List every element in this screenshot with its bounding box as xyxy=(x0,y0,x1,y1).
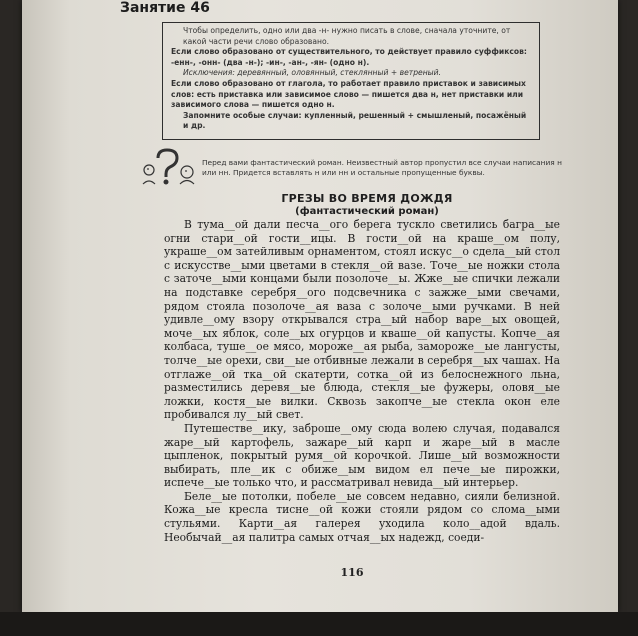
background-table xyxy=(0,612,638,636)
story-paragraph: Путешестве__ику, заброше__ому сюда волею случая, подавался жаре__ый картофель, зажаре__ый карп и жаре__ый в масле цыпленок, покрытый румя__ой корочкой. Лише__ый возможности выбирать, пле__ик с обиже__ым видом ел пече__ые пирожки, испече__ые только что, и рассматривал невида__ый интерьер. xyxy=(164,421,560,490)
story-subtitle: (фантастический роман) xyxy=(295,206,439,217)
question-mark-illustration-icon xyxy=(140,148,198,186)
task-block xyxy=(140,148,570,188)
rule-line: Исключения: деревянный, оловянный, стеклянный + ветреный. xyxy=(183,68,442,78)
rule-line: Если слово образовано от глагола, то работает правило приставок и зависимых слов: есть приставка или зависимое слово — пишется два н, нет приставки или зависимого слова — пишется одно н. xyxy=(171,78,526,110)
story-body xyxy=(164,218,560,544)
task-instructions: Перед вами фантастический роман. Неизвестный автор пропустил все случаи написания н или нн. Придется вставлять н или нн и остальные пропущенные буквы. xyxy=(202,158,562,177)
rule-line: Если слово образовано от существительного, то действует правило суффиксов: -енн-, -онн- (два -н-); -ин-, -ан-, -ян- (одно н). xyxy=(171,47,527,67)
lesson-title: Занятие 46 xyxy=(120,0,210,16)
story-paragraph: Беле__ые потолки, побеле__ые совсем недавно, сияли белизной. Кожа__ые кресла тисне__ой кожи стояли рядом со слома__ыми стульями. Карти__ая галерея уходила коло__адой вдаль. Необычай__ая палитра самых отчая__ых надежд, соеди- xyxy=(164,489,560,544)
story-paragraph: В тума__ой дали песча__ого берега тускло светились багра__ые огни стари__ой гости__ицы. В гости__ой на краше__ом полу, украше__ом затейливым орнаментом, стоял искус__о сдела__ый стол с искусстве__ыми цветами в стекля__ой вазе. Точе__ые ножки стола с заточе__ыми концами были позолоче__ы. Жже__ые спички лежали на подставке серебря__ого подсвечника с зажже__ыми свечами, рядом стояла позолоче__ая ваза с золоче__ыми ручками. В ней удивле__ому взору открывался стра__ый набор варе__ых овощей, моче__ых яблок, соле__ых огурцов и кваше__ой капусты. Копче__ая колбаса, туше__ое мясо, мороже__ая рыба, замороже__ые лангусты, толче__ые орехи, сви__ые отбивные лежали в серебря__ых чашах. На отглаже__ой тка__ой скатерти, сотка__ой из белоснежного льна, разместились деревя__ые блюда, стекля__ые фужеры, оловя__ые ложки, костя__ые вилки. Сквозь закопче__ые стекла окон еле пробивался лу__ый свет. xyxy=(164,218,560,422)
story-title: ГРЕЗЫ ВО ВРЕМЯ ДОЖДЯ xyxy=(281,192,453,205)
rule-line: Запомните особые случаи: купленный, решенный + смышленый, посажёный и др. xyxy=(183,110,527,131)
page-number: 116 xyxy=(340,566,364,579)
rule-line: Чтобы определить, одно или два -н- нужно писать в слове, сначала уточните, от какой части речи слово образовано. xyxy=(183,26,511,46)
rules-box xyxy=(162,22,540,140)
book-page xyxy=(22,0,618,612)
